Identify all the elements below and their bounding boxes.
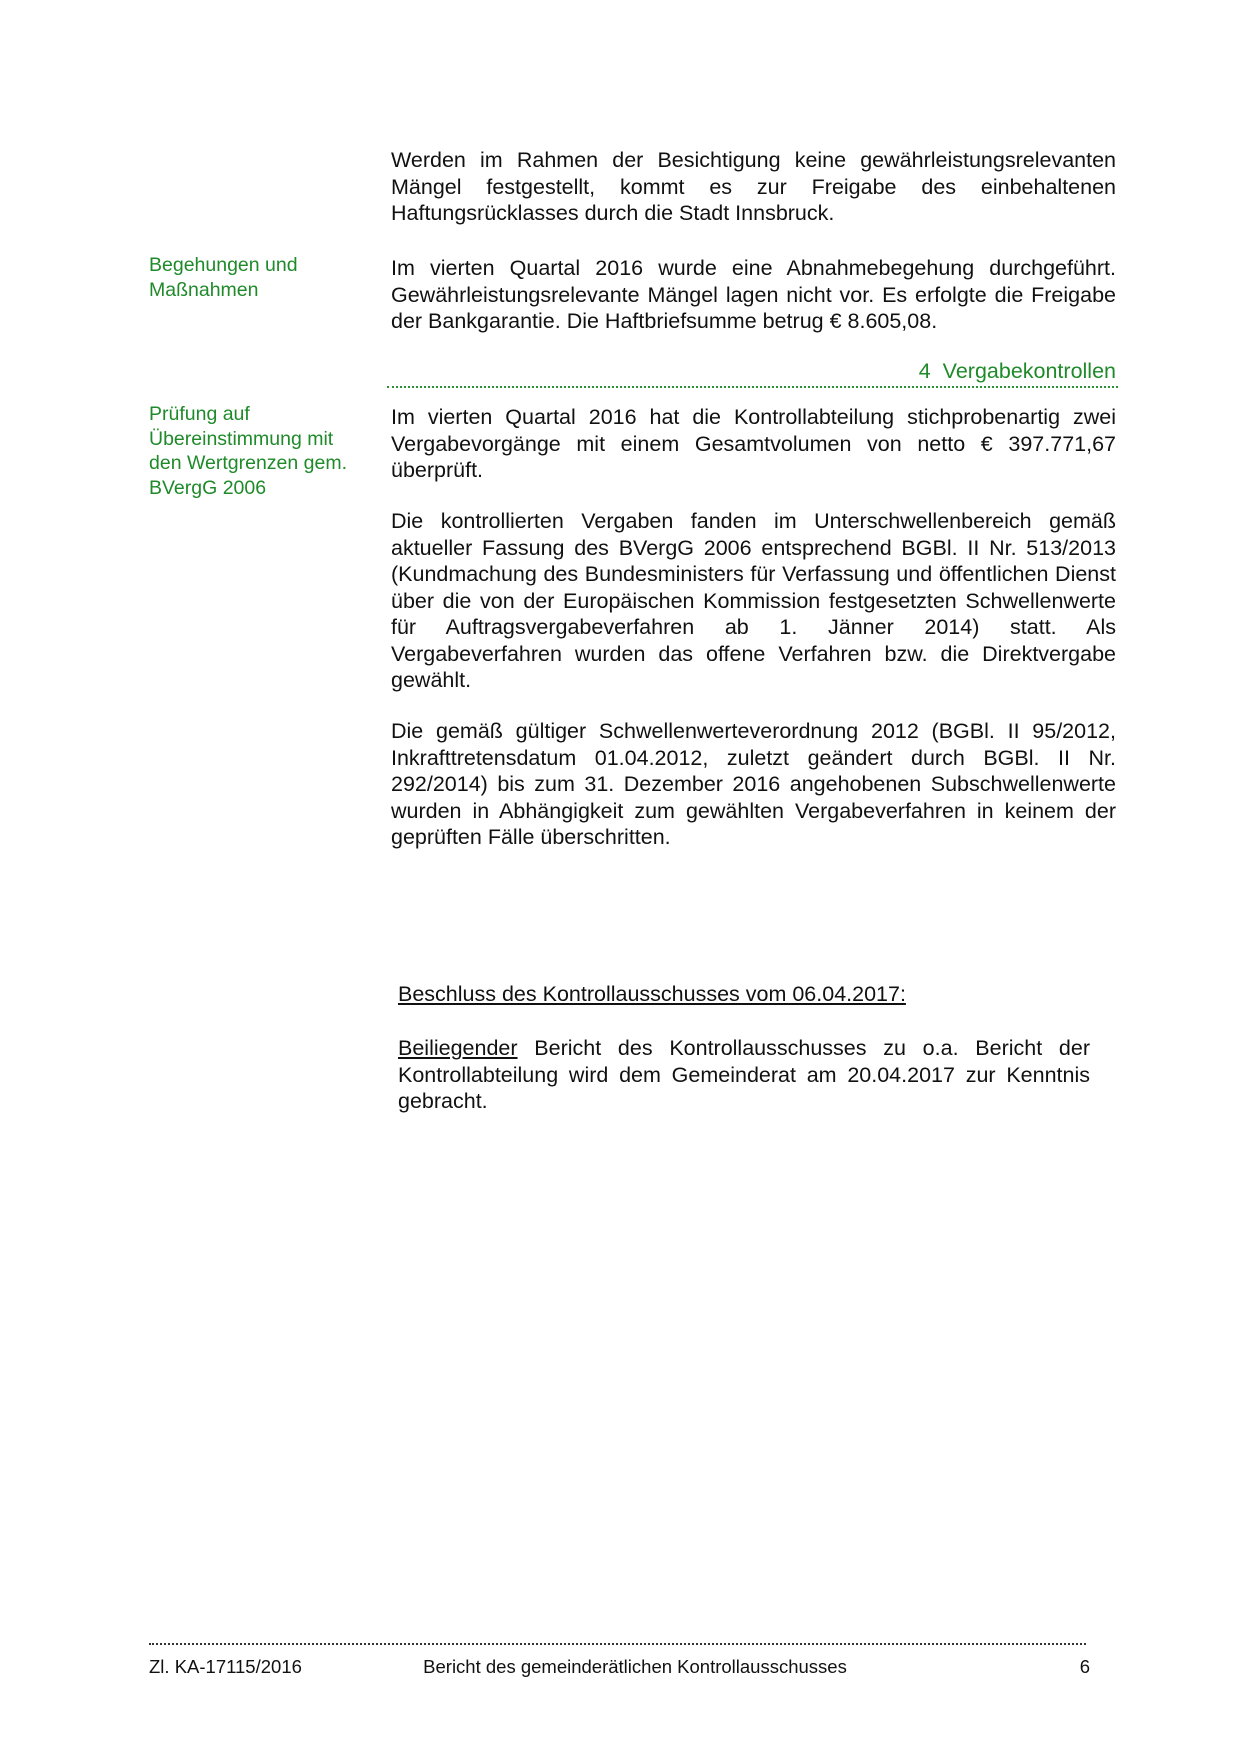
section-heading	[391, 358, 1116, 384]
resolution-body	[398, 1035, 1090, 1115]
resolution-title: Beschluss des Kontrollausschusses vom 06.04.2017:	[398, 982, 906, 1006]
paragraph-sample-audit: Im vierten Quartal 2016 hat die Kontrollabteilung stichprobenartig zwei Vergabevorgänge mit einem Gesamtvolumen von netto € 397.771,67 überprüft.	[391, 405, 1116, 482]
section-divider	[387, 386, 1118, 388]
section-title: Vergabekontrollen	[942, 359, 1116, 383]
footer-divider	[149, 1643, 1086, 1645]
paragraph-subthreshold-values: Die gemäß gültiger Schwellenwerteverordnung 2012 (BGBl. II 95/2012, Inkrafttretensdatum 01.04.2012, zuletzt geändert durch BGBl. II Nr. 292/2014) bis zum 31. Dezember 2016 angehobenen Subschwellenwerte wurden in Abhängigkeit zum gewählten Vergabeverfahren in keinem der geprüften Fälle überschritten.	[391, 719, 1116, 849]
paragraph-warranty-release: Werden im Rahmen der Besichtigung keine gewährleistungsrelevanten Mängel festgestellt, kommt es zur Freigabe des einbehaltenen Haftungsrücklasses durch die Stadt Innsbruck.	[391, 148, 1116, 225]
resolution-text: Bericht des Kontrollausschusses zu o.a. Bericht der Kontrollabteilung wird dem Gemeinderat am 20.04.2017 zur Kenntnis gebracht.	[398, 1036, 1090, 1113]
margin-note-inspections: Begehungen und Maßnahmen	[149, 254, 298, 301]
page-number: 6	[1079, 1656, 1090, 1677]
footer-title: Bericht des gemeinderätlichen Kontrollausschusses	[423, 1656, 847, 1677]
paragraph-acceptance-inspection: Im vierten Quartal 2016 wurde eine Abnahmebegehung durchgeführt. Gewährleistungsrelevante Mängel lagen nicht vor. Es erfolgte die Freigabe der Bankgarantie. Die Haftbriefsumme betrug € 8.605,08.	[391, 256, 1116, 333]
footer-reference: Zl. KA-17115/2016	[149, 1656, 302, 1677]
paragraph-controlled-awards: Die kontrollierten Vergaben fanden im Unterschwellenbereich gemäß aktueller Fassung des BVergG 2006 entsprechend BGBl. II Nr. 513/2013 (Kundmachung des Bundesministers für Verfassung und öffentlichen Dienst über die von der Europäischen Kommission festgesetzten Schwellenwerte für Auftragsvergabeverfahren ab 1. Jänner 2014) statt. Als Vergabeverfahren wurden das offene Verfahren bzw. die Direktvergabe gewählt.	[391, 509, 1116, 692]
margin-note-threshold-check: Prüfung auf Übereinstimmung mit den Wertgrenzen gem. BVergG 2006	[149, 403, 347, 499]
section-number: 4	[918, 359, 931, 383]
resolution-lead-word: Beiliegender	[398, 1036, 518, 1060]
